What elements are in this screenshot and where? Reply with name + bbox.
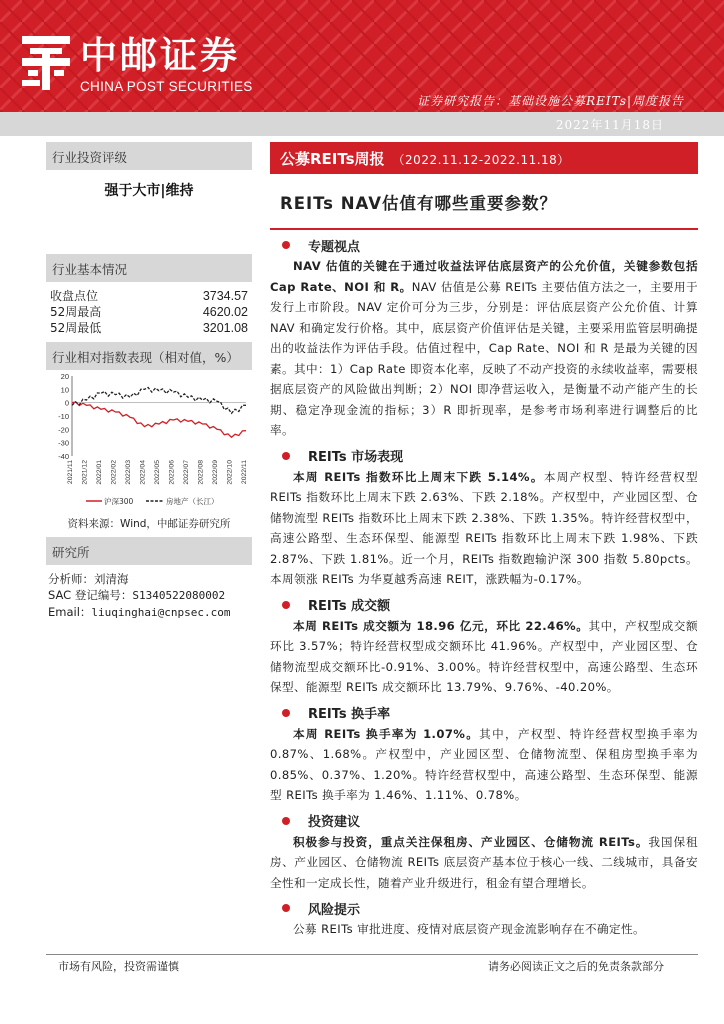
stat-label: 收盘点位	[50, 289, 99, 303]
key-point: NAV 估值的关键在于通过收益法评估底层资产的公允价值，关键参数包括 Cap Rate、NOI 和 R。	[270, 259, 698, 294]
brand-name-cn: 中邮证券	[80, 34, 240, 77]
x-tick-label: 2022/03	[125, 460, 132, 485]
section-body	[270, 616, 698, 698]
weekly-banner	[270, 142, 698, 174]
body-text: 公募 REITs 审批进度、疫情对底层资产现金流影响存在不确定性。	[293, 922, 646, 936]
y-tick-label: -20	[58, 425, 69, 435]
title-divider	[270, 228, 698, 230]
footer-risk-note: 市场有风险，投资需谨慎	[58, 960, 179, 973]
bullet-icon	[282, 452, 290, 460]
section-heading: REITs 市场表现	[270, 447, 698, 465]
email-link[interactable]: liuqinghai@cnpsec.com	[91, 606, 231, 619]
relative-performance-chart	[46, 370, 252, 510]
stat-row	[50, 288, 248, 304]
email-label: Email：	[48, 605, 92, 619]
y-tick-label: 20	[60, 372, 69, 381]
sac-number: S1340522080002	[132, 589, 226, 602]
x-tick-label: 2021/11	[67, 460, 74, 485]
section-body	[270, 467, 698, 590]
body-text: 我国保租房、产业园区、仓储物流 REITs 底层资产基本位于核心一线、二线城市，具备安全性和一定成长性，随着产业升级进行，租金有望合理增长。	[270, 834, 698, 890]
section-heading: 风险提示	[270, 899, 698, 917]
x-tick-label: 2022/04	[139, 460, 147, 485]
rating-heading: 行业投资评级	[46, 142, 252, 170]
y-tick-label: -40	[58, 452, 69, 461]
footer-disclaimer: 请务必阅读正文之后的免责条款部分	[488, 960, 664, 973]
banner-date-range: （2022.11.12-2022.11.18）	[392, 153, 570, 167]
stat-value: 4620.02	[202, 305, 248, 319]
main-content	[270, 142, 698, 940]
key-point: 本周 REITs 换手率为 1.07%。	[293, 726, 480, 741]
chart-heading: 行业相对指数表现（相对值，%）	[46, 342, 252, 370]
key-point: 本周 REITs 成交额为 18.96 亿元，环比 22.46%。	[293, 618, 589, 633]
stat-label: 52周最低	[50, 321, 102, 335]
brand-logo	[20, 34, 253, 94]
stats-list	[46, 282, 252, 336]
section-body	[270, 919, 698, 940]
analyst-name: 分析师：刘清海	[48, 572, 129, 586]
x-tick-label: 2022/01	[96, 460, 103, 485]
date-band	[0, 112, 724, 136]
key-point: 积极参与投资，重点关注保租房、产业园区、仓储物流 REITs。	[293, 834, 649, 849]
bullet-icon	[282, 904, 290, 912]
y-tick-label: 10	[60, 385, 69, 395]
y-tick-label: -30	[58, 438, 69, 448]
series-line-0	[72, 402, 246, 437]
chart-source: 资料来源：Wind，中邮证券研究所	[67, 518, 231, 530]
basics-heading: 行业基本情况	[46, 254, 252, 282]
section-body	[270, 256, 698, 441]
body-text: NAV 估值是公募 REITs 主要估值方法之一，主要用于发行上市阶段。NAV 定价可分为三步，分别是：评估底层资产公允价值、计算 NAV 和确定发行价格。其中，底层资产价值评估是关键，主要采用监管层明确提出的收益法作为评估手段。估值过程中，Cap Rate、NOI 和 R 是最为关键的因素。其中：1）Cap Rate 即资本化率，反映了不动产投资的永续收益率，需要根据底层资产的风险做出判断；2）NOI 即净营运收入，是衡量不动产能产生的长期、稳定净现金流的指标；3）R 即折现率，是参考市场利率进行调整后的比率。	[270, 279, 699, 437]
x-tick-label: 2022/07	[183, 460, 190, 485]
x-tick-label: 2022/06	[168, 460, 176, 485]
banner-title: 公募REITs周报	[280, 150, 385, 168]
section-heading: 专题视点	[270, 236, 698, 254]
sac-line	[48, 587, 250, 604]
analyst-info	[46, 565, 252, 621]
y-tick-label: 0	[64, 398, 69, 408]
body-text: 其中，产权型成交额环比 3.57%；特许经营权型成交额环比 41.96%。产权型中，产业园区型、仓储物流型成交额环比-0.91%、3.00%。特许经营权型中，高速公路型、生态环保型、能源型 REITs 成交额环比 13.79%、9.76%、-40.20%。	[270, 618, 698, 694]
series-line-1	[72, 388, 246, 414]
brand-name-en: CHINA POST SECURITIES	[80, 79, 253, 94]
footer-divider	[46, 954, 698, 955]
email-line	[48, 604, 250, 621]
section-body	[270, 724, 698, 806]
sac-label: SAC 登记编号：	[48, 588, 133, 602]
bullet-icon	[282, 817, 290, 825]
section-heading: REITs 换手率	[270, 704, 698, 722]
report-title: REITs NAV估值有哪些重要参数？	[280, 194, 557, 213]
legend-label-0: 沪深300	[104, 497, 134, 506]
report-date: 2022年11月18日	[555, 118, 664, 132]
stat-value: 3201.08	[202, 321, 248, 335]
sidebar	[46, 142, 252, 621]
y-tick-label: -10	[58, 412, 69, 421]
section-heading: 投资建议	[270, 812, 698, 830]
x-tick-label: 2022/08	[197, 460, 205, 485]
body-text: 其中，产权型、特许经营权型换手率为 0.87%、1.68%。产权型中，产业园区型、仓储物流型、保租房型换手率为 0.85%、0.37%、1.20%。特许经营权型中，高速公路型、生态环保型、能源型 REITs 换手率为 1.46%、1.11%、0.78%。	[270, 726, 698, 802]
key-point: 本周 REITs 指数环比上周末下跌 5.14%。	[293, 469, 544, 484]
x-tick-label: 2022/02	[110, 460, 118, 485]
industry-rating: 强于大市|维持	[104, 183, 194, 199]
stat-row	[50, 304, 248, 320]
stat-value: 3734.57	[202, 289, 248, 303]
bullet-icon	[282, 241, 290, 249]
bullet-icon	[282, 709, 290, 717]
china-post-emblem-icon	[20, 34, 72, 92]
stat-label: 52周最高	[50, 305, 102, 319]
legend-label-1: 房地产（长江）	[166, 497, 219, 506]
report-type: 证券研究报告：基础设施公募REITs|周度报告	[417, 94, 684, 108]
x-tick-label: 2022/11	[241, 460, 248, 485]
section-body	[270, 832, 698, 894]
x-tick-label: 2022/05	[154, 460, 161, 485]
stat-row	[50, 320, 248, 336]
x-tick-label: 2022/10	[226, 460, 234, 485]
body-text: 本周产权型、特许经营权型 REITs 指数环比上周末下跌 2.63%、下跌 2.18%。产权型中，产业园区型、仓储物流型 REITs 指数环比上周末下跌 2.38%、下跌 1.35%。特许经营权型中，高速公路型、生态环保型、能源型 REITs 指数环比上周末下跌 1.98%、下跌 2.87%、下跌 1.81%。近一个月，REITs 指数跑输沪深 300 指数 5.80pcts。本周领涨 REITs 为华夏越秀高速 REIT，涨跌幅为-0.17%。	[270, 469, 698, 586]
bullet-icon	[282, 601, 290, 609]
research-heading: 研究所	[46, 537, 252, 565]
x-tick-label: 2021/12	[81, 460, 89, 485]
section-heading: REITs 成交额	[270, 596, 698, 614]
x-tick-label: 2022/09	[212, 460, 219, 485]
